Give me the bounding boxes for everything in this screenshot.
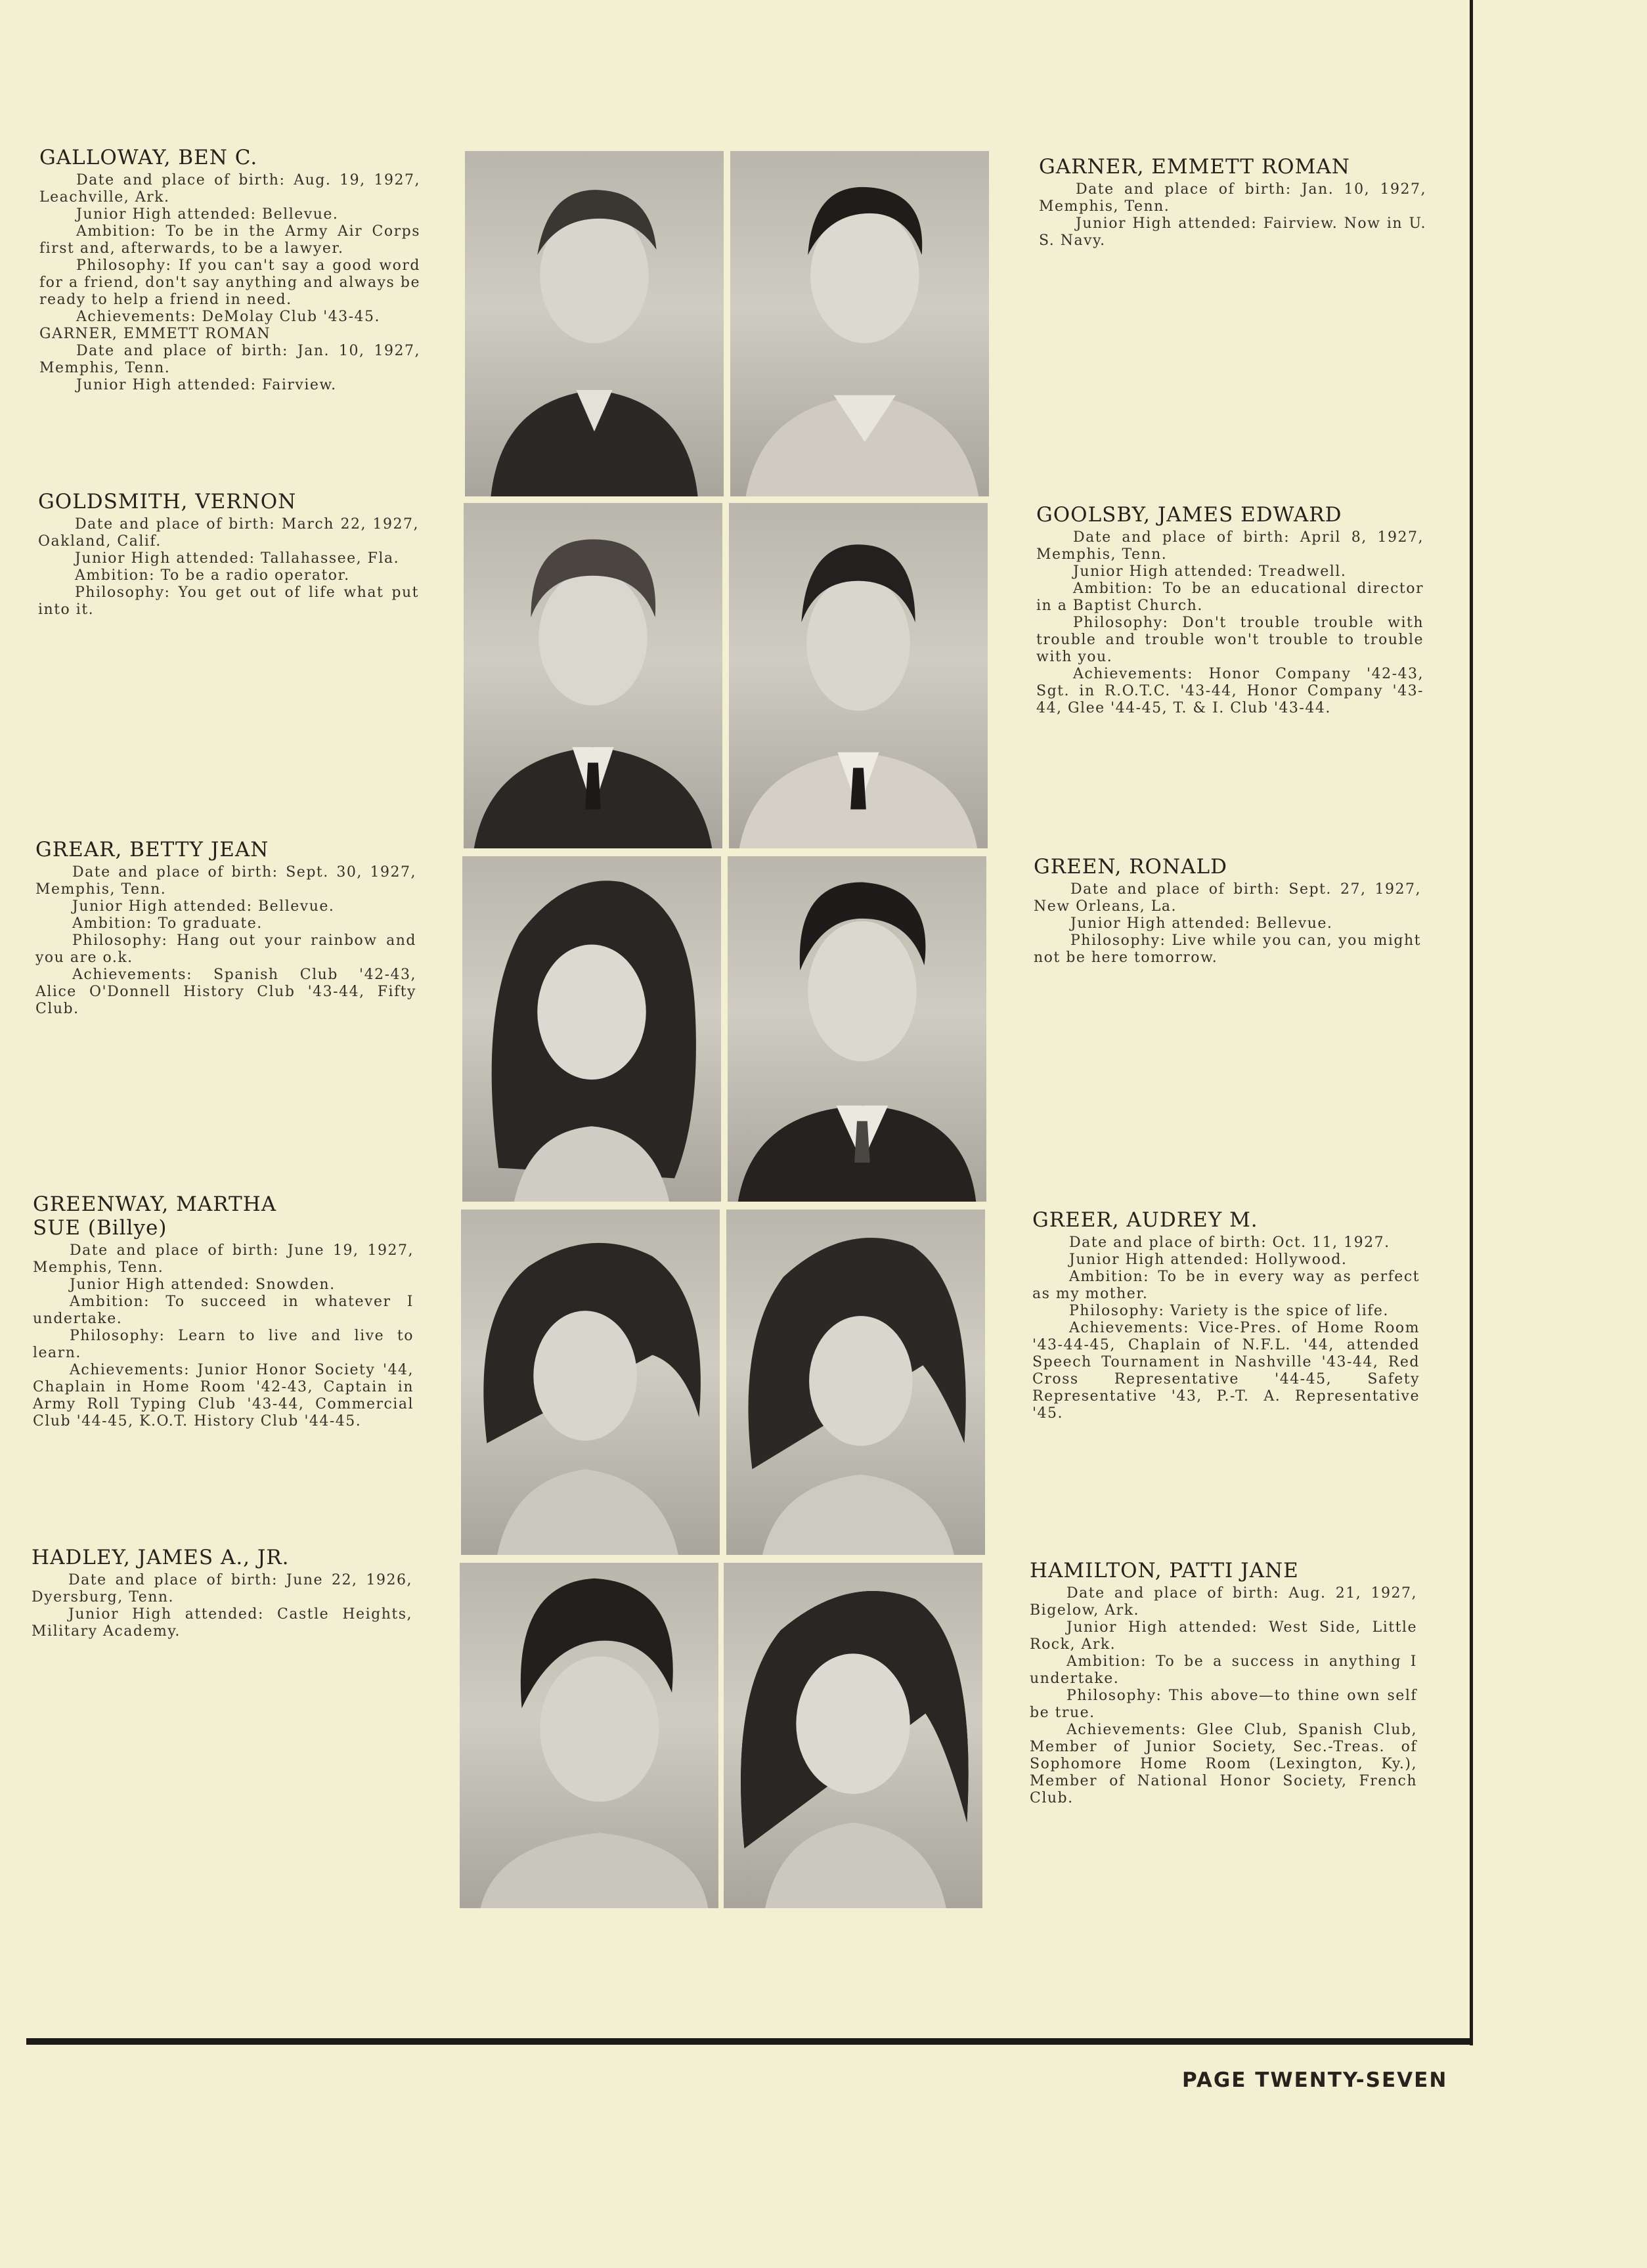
student-achievements: Achievements: Vice-Pres. of Home Room '43-44-45, Chaplain of N.F.L. '44, attended Speech Tournament in Nashville '43-44, Red Cross Representative '44-45, Safety Representative '43, P.-T. A. Representative '45.: [1032, 1320, 1420, 1422]
student-entry-greer: [1032, 1208, 1420, 1422]
student-name: GREENWAY, MARTHA SUE (Billye): [33, 1192, 277, 1240]
student-entry-hamilton: [1030, 1559, 1417, 1807]
student-entry-green: [1034, 855, 1421, 967]
student-entry-hadley: [32, 1546, 412, 1640]
student-extra-name: GARNER, EMMETT ROMAN: [39, 326, 271, 342]
student-achievements: Achievements: Spanish Club '42-43, Alice O'Donnell History Club '43-44, Fifty Club.: [35, 967, 416, 1017]
student-birth: Date and place of birth: Aug. 21, 1927, Bigelow, Ark.: [1030, 1585, 1417, 1619]
student-junior-high: Junior High attended: Treadwell.: [1073, 563, 1347, 580]
student-birth: Date and place of birth: Jan. 10, 1927, Memphis, Tenn.: [1039, 181, 1426, 215]
student-ambition: Ambition: To be an educational director in a Baptist Church.: [1036, 580, 1424, 614]
student-ambition: Ambition: To succeed in whatever I undertake.: [33, 1294, 414, 1327]
student-name: GOLDSMITH, VERNON: [38, 490, 297, 513]
portrait-photo-galloway: [465, 151, 724, 496]
student-ambition: Ambition: To graduate.: [72, 915, 263, 932]
portrait-photo-greenway: [461, 1210, 720, 1555]
student-name: GOOLSBY, JAMES EDWARD: [1036, 503, 1342, 527]
student-junior-high: Junior High attended: Bellevue.: [1070, 915, 1333, 932]
student-entry-garner: [1039, 155, 1426, 250]
student-philosophy: Philosophy: Live while you can, you might not be here tomorrow.: [1034, 932, 1421, 966]
student-junior-high: Junior High attended: Bellevue.: [76, 206, 339, 223]
page-number: PAGE TWENTY-SEVEN: [1182, 2068, 1448, 2092]
student-birth: Date and place of birth: Aug. 19, 1927, Leachville, Ark.: [39, 172, 420, 206]
portrait-photo-grear: [462, 856, 721, 1202]
student-achievements: Achievements: Glee Club, Spanish Club, Member of Junior Society, Sec.-Treas. of Sophomore Home Room (Lexington, Ky.), Member of National Honor Society, French Club.: [1030, 1722, 1417, 1806]
student-entry-goldsmith: [38, 490, 419, 619]
student-birth: Date and place of birth: June 19, 1927, Memphis, Tenn.: [33, 1242, 414, 1276]
student-entry-grear: [35, 838, 416, 1018]
horizontal-rule: [26, 2038, 1473, 2045]
student-entry-galloway: [39, 146, 420, 394]
student-philosophy: Philosophy: This above—to thine own self be true.: [1030, 1688, 1417, 1721]
student-name: GARNER, EMMETT ROMAN: [1039, 155, 1350, 179]
student-ambition: Ambition: To be a success in anything I undertake.: [1030, 1653, 1417, 1687]
student-achievements: Achievements: DeMolay Club '43-45.: [76, 309, 381, 325]
student-junior-high: Junior High attended: Hollywood.: [1069, 1252, 1348, 1268]
portrait-photo-goldsmith: [464, 503, 722, 848]
student-ambition: Ambition: To be in every way as perfect as my mother.: [1032, 1269, 1420, 1302]
student-name: GREEN, RONALD: [1034, 855, 1227, 879]
student-philosophy: Philosophy: Variety is the spice of life.: [1069, 1303, 1389, 1319]
student-achievements: Achievements: Junior Honor Society '44, Chaplain in Home Room '42-43, Captain in Army Roll Typing Club '43-44, Commercial Club '44-45, K.O.T. History Club '44-45.: [33, 1362, 414, 1429]
portrait-photo-garner: [730, 151, 989, 496]
student-achievements: Achievements: Honor Company '42-43, Sgt. in R.O.T.C. '43-44, Honor Company '43-44, Glee '44-45, T. & I. Club '43-44.: [1036, 666, 1424, 716]
student-extra-junior-high: Junior High attended: Fairview.: [76, 377, 337, 393]
student-philosophy: Philosophy: If you can't say a good word for a friend, don't say anything and always be ready to help a friend in need.: [39, 257, 420, 308]
student-name: GREER, AUDREY M.: [1032, 1208, 1258, 1232]
portrait-photo-hamilton: [724, 1563, 982, 1908]
student-birth: Date and place of birth: June 22, 1926, Dyersburg, Tenn.: [32, 1572, 412, 1605]
student-junior-high: Junior High attended: Fairview. Now in U. S. Navy.: [1039, 215, 1426, 249]
student-birth: Date and place of birth: Sept. 27, 1927, New Orleans, La.: [1034, 881, 1421, 915]
student-entry-goolsby: [1036, 503, 1424, 717]
portrait-photo-goolsby: [729, 503, 988, 848]
student-name: HADLEY, JAMES A., JR.: [32, 1546, 290, 1569]
student-philosophy: Philosophy: Learn to live and live to learn.: [33, 1328, 414, 1361]
student-junior-high: Junior High attended: Castle Heights, Military Academy.: [32, 1606, 412, 1640]
student-birth: Date and place of birth: Oct. 11, 1927.: [1069, 1234, 1390, 1251]
student-birth: Date and place of birth: Sept. 30, 1927, Memphis, Tenn.: [35, 864, 416, 898]
portrait-photo-hadley: [460, 1563, 718, 1908]
student-philosophy: Philosophy: Hang out your rainbow and you are o.k.: [35, 932, 416, 966]
student-junior-high: Junior High attended: Snowden.: [70, 1276, 336, 1293]
student-extra-birth: Date and place of birth: Jan. 10, 1927, Memphis, Tenn.: [39, 343, 420, 376]
student-philosophy: Philosophy: Don't trouble trouble with trouble and trouble won't trouble to trouble with you.: [1036, 615, 1424, 665]
student-philosophy: Philosophy: You get out of life what put into it.: [38, 584, 419, 618]
student-ambition: Ambition: To be a radio operator.: [75, 567, 350, 584]
student-junior-high: Junior High attended: West Side, Little Rock, Ark.: [1030, 1619, 1417, 1653]
portrait-photo-green: [728, 856, 986, 1202]
student-name: GALLOWAY, BEN C.: [39, 146, 258, 169]
vertical-rule: [1470, 0, 1473, 2045]
student-name: GREAR, BETTY JEAN: [35, 838, 269, 861]
student-entry-greenway: [33, 1192, 414, 1430]
student-junior-high: Junior High attended: Bellevue.: [72, 898, 335, 915]
student-birth: Date and place of birth: March 22, 1927, Oakland, Calif.: [38, 516, 419, 550]
student-name: HAMILTON, PATTI JANE: [1030, 1559, 1299, 1582]
portrait-photo-greer: [726, 1210, 985, 1555]
student-ambition: Ambition: To be in the Army Air Corps first and, afterwards, to be a lawyer.: [39, 223, 420, 257]
student-birth: Date and place of birth: April 8, 1927, Memphis, Tenn.: [1036, 529, 1424, 563]
student-junior-high: Junior High attended: Tallahassee, Fla.: [75, 550, 400, 567]
